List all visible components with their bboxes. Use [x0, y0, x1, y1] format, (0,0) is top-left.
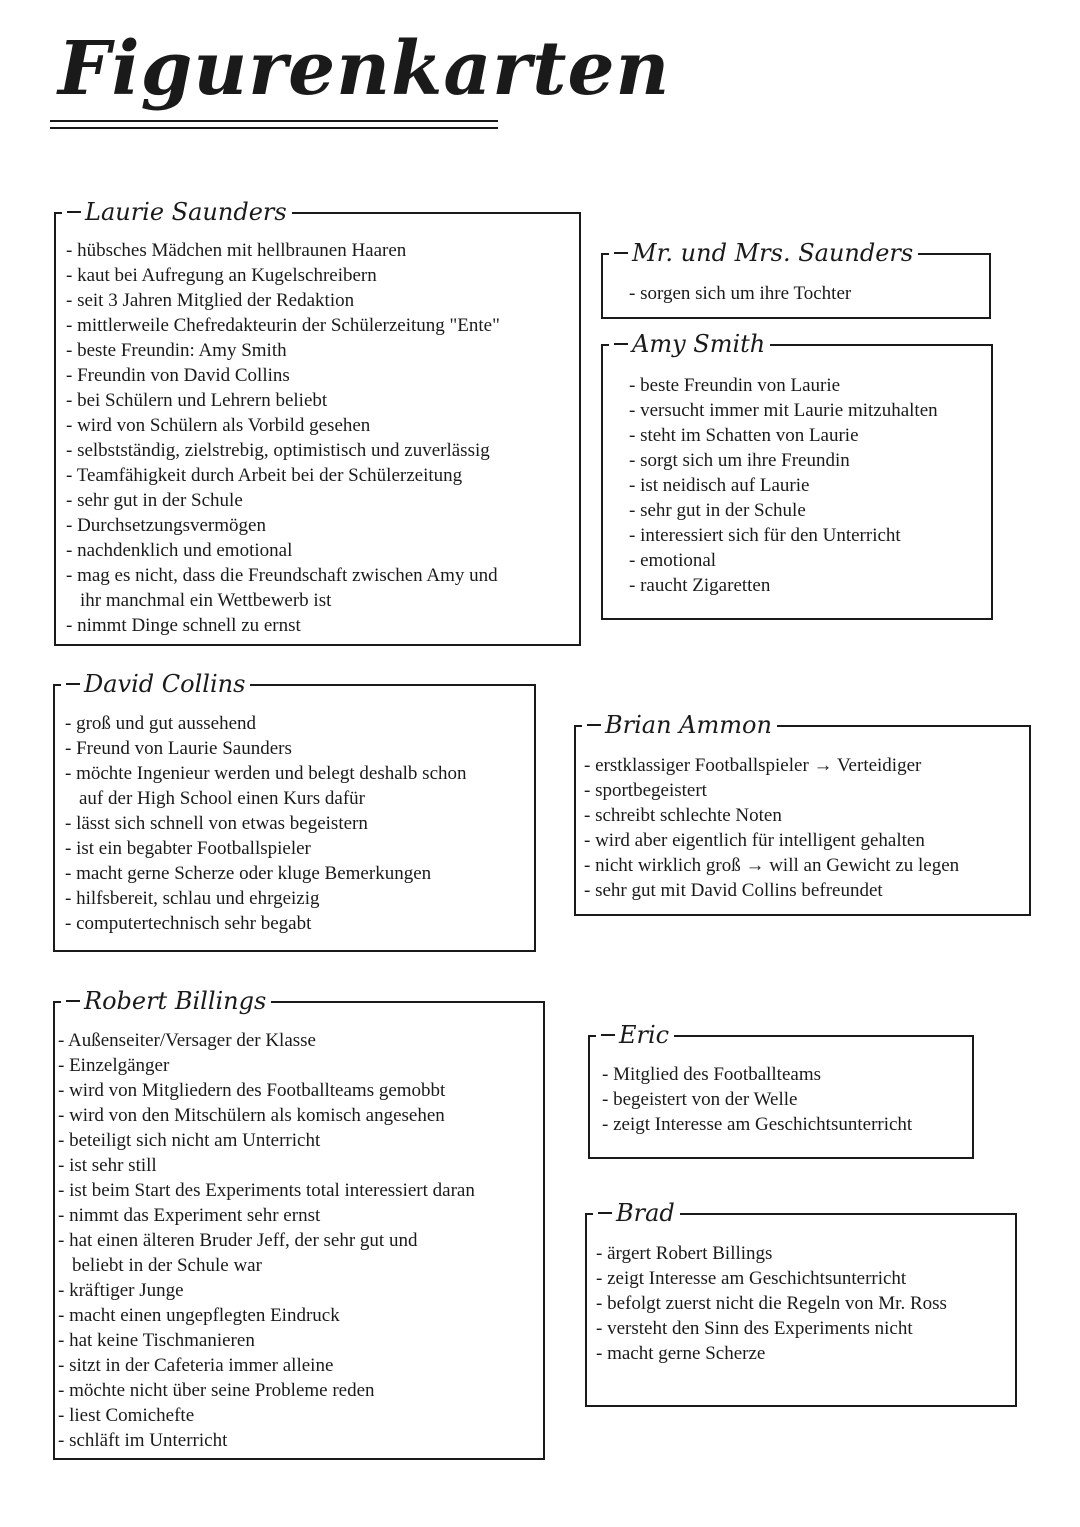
character-card-eric	[588, 1021, 974, 1159]
trait-item: - ist ein begabter Footballspieler	[65, 836, 467, 861]
trait-item: - sehr gut in der Schule	[629, 498, 938, 523]
trait-item: - Freundin von David Collins	[66, 363, 500, 388]
trait-item-continued: ihr manchmal ein Wettbewerb ist	[80, 590, 332, 611]
trait-item: - computertechnisch sehr begabt	[65, 911, 467, 936]
card-name: Brian Ammon	[582, 710, 777, 740]
trait-item: - möchte nicht über seine Probleme reden	[58, 1378, 475, 1403]
card-name: Mr. und Mrs. Saunders	[609, 238, 918, 268]
card-name: David Collins	[61, 669, 250, 699]
trait-item: - möchte Ingenieur werden und belegt deshalb schon	[65, 761, 467, 786]
page-title: Figurenkarten	[58, 26, 671, 112]
trait-item: - bei Schülern und Lehrern beliebt	[66, 388, 500, 413]
trait-item: - wird von Schülern als Vorbild gesehen	[66, 413, 500, 438]
trait-item: - nimmt Dinge schnell zu ernst	[66, 613, 500, 638]
title-underline-bottom	[50, 127, 498, 129]
trait-item: - macht einen ungepflegten Eindruck	[58, 1303, 475, 1328]
character-card-brian	[574, 711, 1031, 916]
trait-list	[58, 1028, 475, 1453]
card-name: Brad	[593, 1198, 680, 1228]
character-card-amy	[601, 330, 993, 620]
trait-item: - hat einen älteren Bruder Jeff, der sehr gut und	[58, 1228, 475, 1253]
trait-list	[602, 1062, 912, 1137]
trait-item: - ist sehr still	[58, 1153, 475, 1178]
trait-item: - wird von den Mitschülern als komisch angesehen	[58, 1103, 475, 1128]
trait-item: - mittlerweile Chefredakteurin der Schülerzeitung "Ente"	[66, 313, 500, 338]
trait-item: - steht im Schatten von Laurie	[629, 423, 938, 448]
trait-item: - Teamfähigkeit durch Arbeit bei der Schülerzeitung	[66, 463, 500, 488]
trait-item: - Außenseiter/Versager der Klasse	[58, 1028, 475, 1053]
title-underline-top	[50, 120, 498, 122]
character-card-saunders	[601, 239, 991, 319]
trait-item: - ist beim Start des Experiments total interessiert daran	[58, 1178, 475, 1203]
trait-item-continued: beliebt in der Schule war	[72, 1255, 262, 1276]
trait-item: - begeistert von der Welle	[602, 1087, 912, 1112]
trait-item: - wird aber eigentlich für intelligent gehalten	[584, 828, 959, 853]
trait-item: - ärgert Robert Billings	[596, 1241, 947, 1266]
trait-item: - liest Comichefte	[58, 1403, 475, 1428]
trait-item: - groß und gut aussehend	[65, 711, 467, 736]
trait-item: - mag es nicht, dass die Freundschaft zwischen Amy und	[66, 563, 500, 588]
card-name: Amy Smith	[609, 329, 770, 359]
trait-item: - Mitglied des Footballteams	[602, 1062, 912, 1087]
trait-item: - wird von Mitgliedern des Footballteams gemobbt	[58, 1078, 475, 1103]
trait-item: - beste Freundin von Laurie	[629, 373, 938, 398]
trait-item: - nimmt das Experiment sehr ernst	[58, 1203, 475, 1228]
trait-item: - beteiligt sich nicht am Unterricht	[58, 1128, 475, 1153]
trait-item: - nicht wirklich groß → will an Gewicht zu legen	[584, 853, 959, 878]
trait-item: - macht gerne Scherze oder kluge Bemerkungen	[65, 861, 467, 886]
trait-item: - emotional	[629, 548, 938, 573]
card-name: Eric	[596, 1020, 674, 1050]
trait-item: - interessiert sich für den Unterricht	[629, 523, 938, 548]
trait-item: - raucht Zigaretten	[629, 573, 938, 598]
trait-item: - kaut bei Aufregung an Kugelschreibern	[66, 263, 500, 288]
trait-item: - versteht den Sinn des Experiments nicht	[596, 1316, 947, 1341]
trait-list	[584, 753, 959, 903]
trait-item: - Einzelgänger	[58, 1053, 475, 1078]
character-card-david	[53, 670, 536, 952]
trait-item: - versucht immer mit Laurie mitzuhalten	[629, 398, 938, 423]
trait-list	[66, 238, 500, 638]
trait-item: - sitzt in der Cafeteria immer alleine	[58, 1353, 475, 1378]
trait-list	[65, 711, 467, 936]
trait-item: - schläft im Unterricht	[58, 1428, 475, 1453]
trait-list	[629, 373, 938, 598]
card-name: Robert Billings	[61, 986, 271, 1016]
trait-item: - hat keine Tischmanieren	[58, 1328, 475, 1353]
trait-item: - macht gerne Scherze	[596, 1341, 947, 1366]
character-card-laurie	[54, 198, 581, 646]
trait-item: - sorgt sich um ihre Freundin	[629, 448, 938, 473]
card-name: Laurie Saunders	[62, 197, 292, 227]
trait-item: - sehr gut mit David Collins befreundet	[584, 878, 959, 903]
trait-item: - schreibt schlechte Noten	[584, 803, 959, 828]
trait-item: - nachdenklich und emotional	[66, 538, 500, 563]
trait-item: - sorgen sich um ihre Tochter	[629, 281, 851, 306]
character-card-brad	[585, 1199, 1017, 1407]
trait-item: - zeigt Interesse am Geschichtsunterricht	[596, 1266, 947, 1291]
trait-item: - sportbegeistert	[584, 778, 959, 803]
trait-item: - hübsches Mädchen mit hellbraunen Haaren	[66, 238, 500, 263]
trait-list	[629, 281, 851, 306]
trait-item: - kräftiger Junge	[58, 1278, 475, 1303]
trait-item: - erstklassiger Footballspieler → Verteidiger	[584, 753, 959, 778]
trait-item-continued: auf der High School einen Kurs dafür	[79, 788, 365, 809]
trait-list	[596, 1241, 947, 1366]
trait-item: - hilfsbereit, schlau und ehrgeizig	[65, 886, 467, 911]
trait-item: - zeigt Interesse am Geschichtsunterricht	[602, 1112, 912, 1137]
trait-item: - Freund von Laurie Saunders	[65, 736, 467, 761]
trait-item: - ist neidisch auf Laurie	[629, 473, 938, 498]
trait-item: - selbstständig, zielstrebig, optimistisch und zuverlässig	[66, 438, 500, 463]
trait-item: - lässt sich schnell von etwas begeistern	[65, 811, 467, 836]
character-card-robert	[53, 987, 545, 1460]
trait-item: - seit 3 Jahren Mitglied der Redaktion	[66, 288, 500, 313]
trait-item: - Durchsetzungsvermögen	[66, 513, 500, 538]
trait-item: - sehr gut in der Schule	[66, 488, 500, 513]
trait-item: - befolgt zuerst nicht die Regeln von Mr. Ross	[596, 1291, 947, 1316]
trait-item: - beste Freundin: Amy Smith	[66, 338, 500, 363]
